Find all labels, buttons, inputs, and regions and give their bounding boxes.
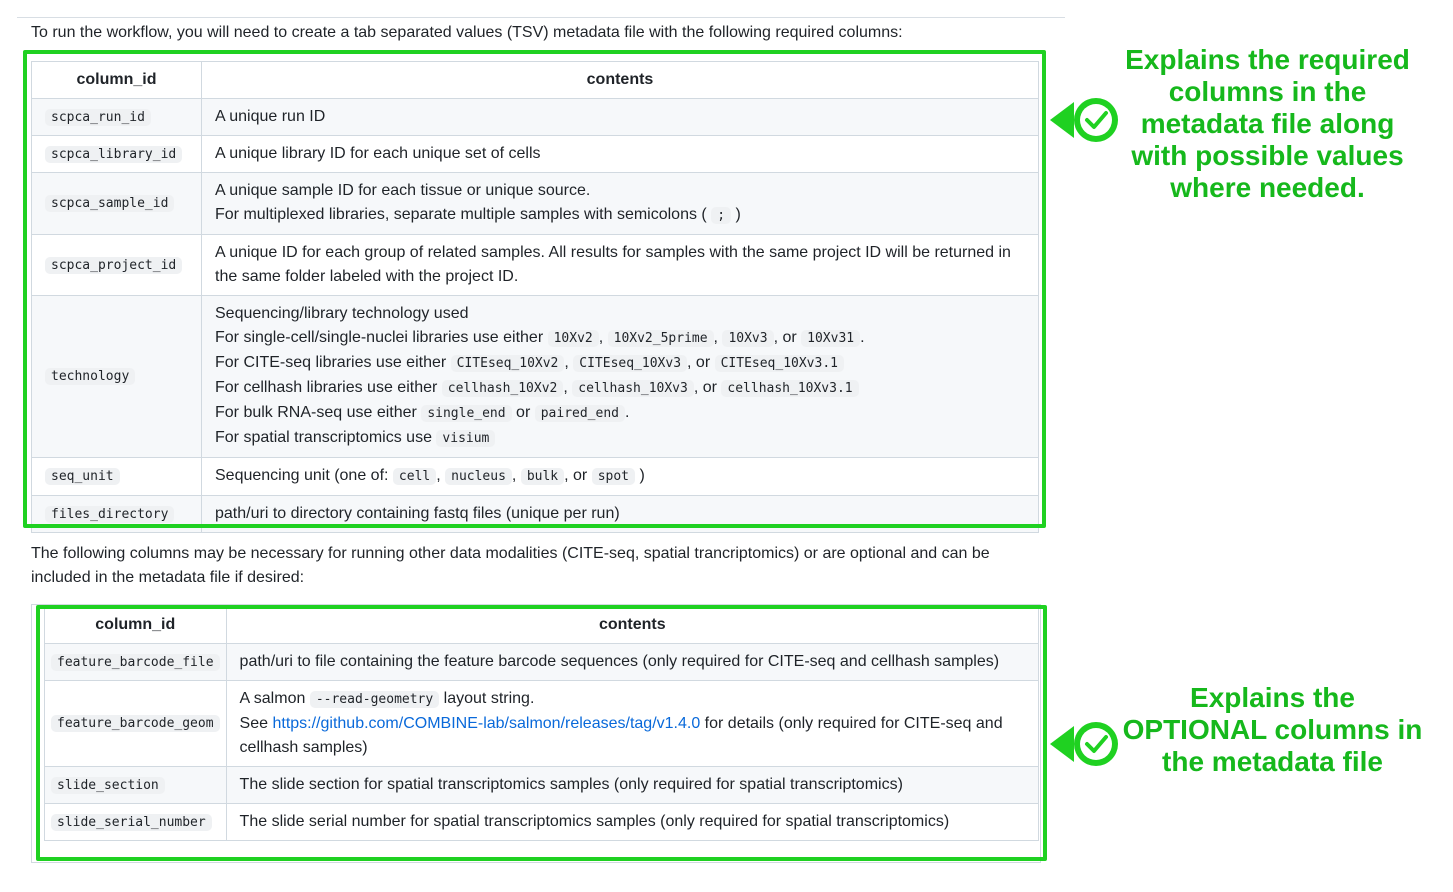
inline-code: nucleus xyxy=(445,468,512,485)
column-id-code: slide_section xyxy=(51,777,165,794)
check-circle-icon xyxy=(1048,92,1124,148)
inline-code: single_end xyxy=(421,405,511,422)
inline-code: --read-geometry xyxy=(310,691,439,708)
column-contents: Sequencing unit (one of: cell , nucleus , bulk , or spot ) xyxy=(202,458,1039,496)
contents-text: ) xyxy=(639,467,645,484)
column-contents: The slide section for spatial transcriptomics samples (only required for spatial transcriptomics) xyxy=(226,767,1038,804)
inline-code: visium xyxy=(436,430,495,447)
column-contents: path/uri to directory containing fastq files (unique per run) xyxy=(202,496,1039,533)
contents-text: A salmon xyxy=(239,690,306,707)
column-contents: A unique library ID for each unique set of cells xyxy=(202,136,1039,173)
header-column-id: column_id xyxy=(32,62,202,99)
optional-callout-text: Explains the OPTIONAL columns in the metadata file xyxy=(1122,682,1423,777)
contents-line: A unique sample ID for each tissue or unique source. xyxy=(215,182,591,199)
contents-text: For CITE-seq libraries use either xyxy=(215,354,447,371)
top-divider xyxy=(17,17,1065,18)
contents-text: For bulk RNA-seq use either xyxy=(215,404,417,421)
column-id-code: files_directory xyxy=(45,506,174,523)
column-contents: Sequencing/library technology used For single-cell/single-nuclei libraries use either 10Xv2 , 10Xv2_5prime , 10Xv3 , or 10Xv31 . For CITE-seq libraries use either CITEseq_10Xv2 , CITEseq_10Xv3 , or CITEseq_10Xv3.1 For cellhash libraries use either cellhash_10Xv2 , cellhash_10Xv3 , or cellhash_10Xv3.1 For bulk RNA-seq use either single_end or paired_end . For spatial transcriptomics use visium xyxy=(202,296,1039,458)
column-id-code: slide_serial_number xyxy=(51,814,212,831)
column-id-code: scpca_project_id xyxy=(45,257,182,274)
column-contents: A unique ID for each group of related samples. All results for samples with the same project ID will be returned in the same folder labeled with the project ID. xyxy=(202,235,1039,296)
header-contents: contents xyxy=(226,607,1038,644)
contents-text: See xyxy=(239,715,269,732)
inline-code: 10Xv31 xyxy=(801,330,860,347)
column-id-code: technology xyxy=(45,368,135,385)
contents-text: For cellhash libraries use either xyxy=(215,379,438,396)
inline-code: 10Xv2_5prime xyxy=(608,330,714,347)
contents-text: ) xyxy=(735,206,741,223)
inline-code: spot xyxy=(592,468,635,485)
contents-line: Sequencing/library technology used xyxy=(215,305,469,322)
column-id-code: feature_barcode_file xyxy=(51,654,220,671)
inline-code: cellhash_10Xv2 xyxy=(442,380,564,397)
column-id-code: seq_unit xyxy=(45,468,120,485)
contents-text: For single-cell/single-nuclei libraries use either xyxy=(215,329,544,346)
inline-code: 10Xv2 xyxy=(548,330,599,347)
contents-text: layout string. xyxy=(443,690,535,707)
inline-code: paired_end xyxy=(535,405,625,422)
optional-table-highlight xyxy=(36,605,1047,861)
contents-text: For spatial transcriptomics use xyxy=(215,429,432,446)
header-contents: contents xyxy=(202,62,1039,99)
inline-code: ; xyxy=(711,207,731,224)
column-contents: path/uri to file containing the feature barcode sequences (only required for CITE-seq and cellhash samples) xyxy=(226,644,1038,681)
inline-code: cellhash_10Xv3.1 xyxy=(721,380,858,397)
inline-code: cell xyxy=(393,468,436,485)
required-callout-text: Explains the required columns in the metadata file along with possible values where needed. xyxy=(1125,44,1410,203)
column-id-code: scpca_library_id xyxy=(45,146,182,163)
column-contents: The slide serial number for spatial transcriptomics samples (only required for spatial transcriptomics) xyxy=(226,804,1038,841)
column-contents: A unique run ID xyxy=(202,99,1039,136)
inline-code: CITEseq_10Xv3.1 xyxy=(715,355,844,372)
optional-intro-paragraph: The following columns may be necessary for running other data modalities (CITE-seq, spatial trancriptomics) or are optional and can be included in the metadata file if desired: xyxy=(31,545,990,586)
contents-text: for details (only required for CITE-seq and cellhash samples) xyxy=(239,715,1003,756)
required-table-highlight xyxy=(23,50,1046,528)
inline-code: bulk xyxy=(521,468,564,485)
inline-code: CITEseq_10Xv3 xyxy=(573,355,687,372)
check-circle-icon xyxy=(1048,716,1124,772)
inline-code: CITEseq_10Xv2 xyxy=(451,355,565,372)
column-id-code: feature_barcode_geom xyxy=(51,715,220,732)
inline-code: 10Xv3 xyxy=(722,330,773,347)
column-id-code: scpca_sample_id xyxy=(45,195,174,212)
contents-text: For multiplexed libraries, separate multiple samples with semicolons ( xyxy=(215,206,707,223)
intro-paragraph: To run the workflow, you will need to create a tab separated values (TSV) metadata file with the following required columns: xyxy=(31,24,903,41)
salmon-release-link[interactable]: https://github.com/COMBINE-lab/salmon/releases/tag/v1.4.0 xyxy=(272,715,701,732)
header-column-id: column_id xyxy=(45,607,227,644)
column-id-code: scpca_run_id xyxy=(45,109,151,126)
inline-code: cellhash_10Xv3 xyxy=(572,380,694,397)
contents-text: Sequencing unit (one of: xyxy=(215,467,389,484)
